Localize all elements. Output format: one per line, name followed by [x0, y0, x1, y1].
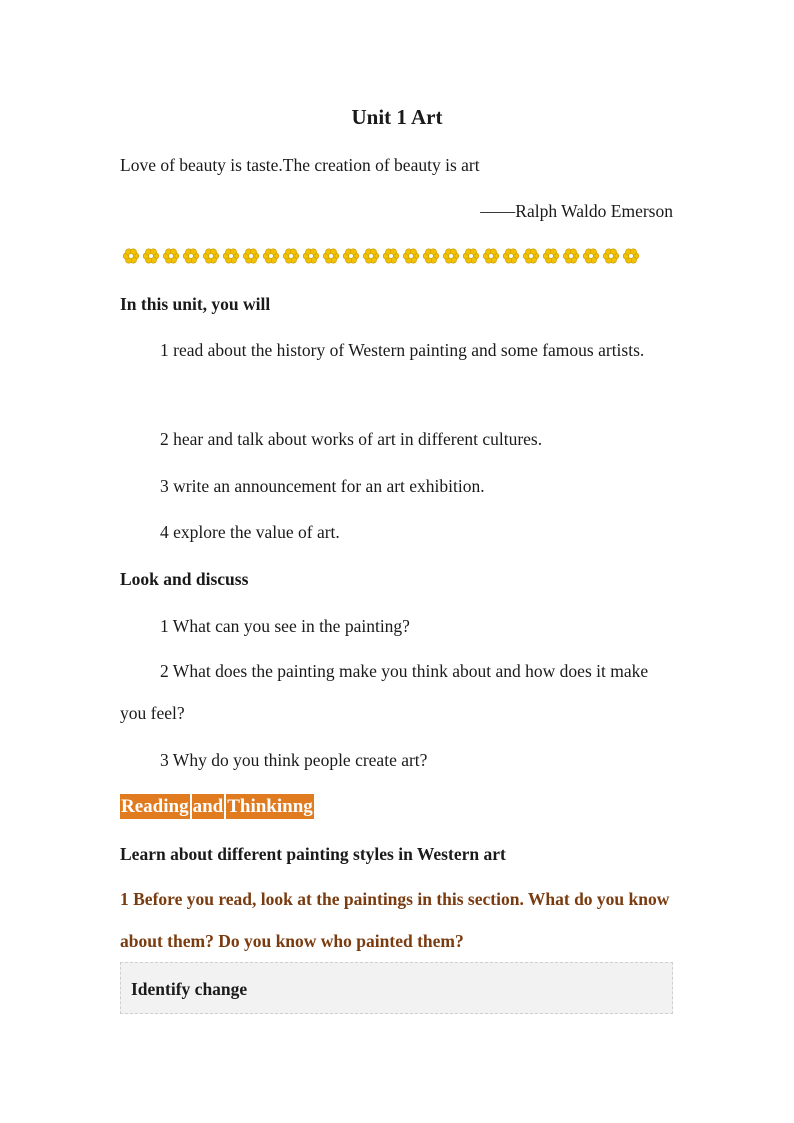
intro-item-1: 1 read about the history of Western painting and some famous artists.: [160, 340, 645, 360]
learn-heading: Learn about different painting styles in Western art: [120, 844, 506, 864]
section-word-3: Thinkinng: [227, 796, 313, 817]
flower-icon: [501, 246, 521, 266]
flower-icon: [521, 246, 541, 266]
flower-icon: [161, 246, 181, 266]
flower-icon: [121, 246, 141, 266]
flower-icon: [221, 246, 241, 266]
flower-icon: [561, 246, 581, 266]
flower-icon: [461, 246, 481, 266]
flower-icon: [481, 246, 501, 266]
flower-icon: [301, 246, 321, 266]
flower-icon: [601, 246, 621, 266]
flower-icon: [381, 246, 401, 266]
flower-divider: [121, 246, 676, 270]
box-label: Identify change: [131, 979, 248, 999]
flower-icon: [581, 246, 601, 266]
flower-icon: [341, 246, 361, 266]
flower-icon: [261, 246, 281, 266]
discuss-heading: Look and discuss: [120, 569, 249, 589]
identify-change-box: [120, 962, 673, 1014]
flower-icon: [241, 246, 261, 266]
flower-icon: [401, 246, 421, 266]
quote-author: ——Ralph Waldo Emerson: [480, 201, 673, 221]
section-word-1: Reading: [121, 796, 189, 817]
flower-icon: [281, 246, 301, 266]
intro-item-4: 4 explore the value of art.: [160, 522, 340, 542]
flower-icon: [201, 246, 221, 266]
intro-item-2: 2 hear and talk about works of art in different cultures.: [160, 429, 543, 449]
flower-icon: [181, 246, 201, 266]
intro-item-3: 3 write an announcement for an art exhibition.: [160, 476, 485, 496]
flower-icon: [361, 246, 381, 266]
flower-icon: [441, 246, 461, 266]
discuss-item-2: 2 What does the painting make you think about and how does it make you feel?: [120, 661, 649, 723]
flower-icon: [621, 246, 641, 266]
task-1-instruction: 1 Before you read, look at the paintings in this section. What do you know about them? Do you know who painted them?: [120, 889, 670, 951]
section-title-reading-and-thinking: [120, 794, 314, 819]
intro-heading: In this unit, you will: [120, 294, 271, 314]
quote-text: Love of beauty is taste.The creation of beauty is art: [120, 155, 480, 175]
discuss-item-1: 1 What can you see in the painting?: [160, 616, 410, 636]
flower-icon: [421, 246, 441, 266]
discuss-item-3: 3 Why do you think people create art?: [160, 750, 428, 770]
flower-icon: [141, 246, 161, 266]
flower-icon: [321, 246, 341, 266]
flower-icon: [541, 246, 561, 266]
unit-title: Unit 1 Art: [351, 105, 443, 129]
section-word-2: and: [192, 796, 224, 817]
